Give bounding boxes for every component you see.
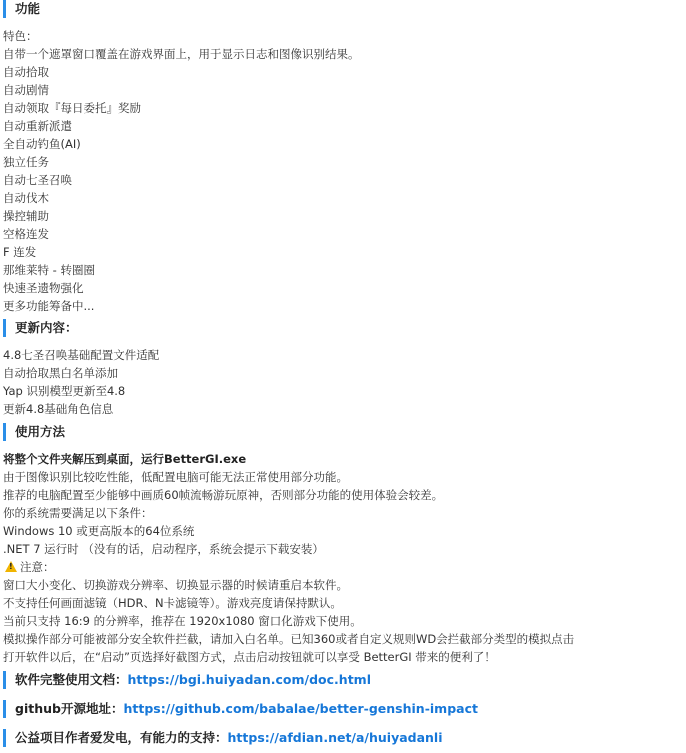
warning-icon (5, 561, 17, 572)
usage-note: 窗口大小变化、切换游戏分辨率、切换显示器的时候请重启本软件。 (3, 578, 348, 592)
feature-line: 操控辅助 (3, 209, 49, 223)
feature-line: 自动伐木 (3, 191, 49, 205)
feature-line: 更多功能筹备中... (3, 299, 95, 313)
feature-line: 空格连发 (3, 227, 49, 241)
afdian-link-label: 公益项目作者爱发电，有能力的支持： (15, 730, 228, 745)
feature-line: 自动领取『每日委托』奖励 (3, 101, 141, 115)
section-heading-features (3, 0, 40, 18)
feature-line: 独立任务 (3, 155, 49, 169)
usage-note: 模拟操作部分可能被部分安全软件拦截，请加入白名单。已知360或者自定义规则WD会拦截部分类型的模拟点击 (3, 632, 575, 646)
afdian-link-row (3, 729, 443, 747)
usage-bold-line: 将整个文件夹解压到桌面，运行BetterGI.exe (3, 452, 247, 466)
update-line: Yap 识别模型更新至4.8 (3, 384, 126, 398)
github-link[interactable]: https://github.com/babalae/better-genshin-impact (123, 701, 478, 716)
update-line: 更新4.8基础角色信息 (3, 402, 114, 416)
usage-line: 由于图像识别比较吃性能，低配置电脑可能无法正常使用部分功能。 (3, 470, 348, 484)
update-line: 自动拾取黑白名单添加 (3, 366, 118, 380)
feature-line: 全自动钓鱼(AI) (3, 137, 81, 151)
feature-line: 自动重新派遣 (3, 119, 72, 133)
usage-note: 当前只支持 16:9 的分辨率，推荐在 1920x1080 窗口化游戏下使用。 (3, 614, 362, 628)
doc-link-label: 软件完整使用文档： (15, 672, 128, 687)
section-heading-usage (3, 423, 65, 441)
feature-line: F 连发 (3, 245, 37, 259)
feature-line: 自动拾取 (3, 65, 49, 79)
update-line: 4.8七圣召唤基础配置文件适配 (3, 348, 160, 362)
doc-link-row (3, 671, 371, 689)
usage-line: 推荐的电脑配置至少能够中画质60帧流畅游玩原神，否则部分功能的使用体验会较差。 (3, 488, 444, 502)
feature-line: 特色： (3, 29, 38, 43)
section-title: 更新内容： (15, 320, 78, 335)
github-link-label: github开源地址： (15, 701, 124, 716)
warning-label: 注意： (20, 560, 55, 574)
section-title: 功能 (15, 1, 41, 16)
feature-line: 自动七圣召唤 (3, 173, 72, 187)
usage-note: 不支持任何画面滤镜（HDR、N卡滤镜等）。游戏亮度请保持默认。 (3, 596, 342, 610)
section-title: 使用方法 (15, 424, 66, 439)
github-link-row (3, 700, 478, 718)
section-heading-update (3, 319, 78, 337)
usage-line: .NET 7 运行时 （没有的话，启动程序，系统会提示下载安装） (3, 542, 324, 556)
feature-line: 自动剧情 (3, 83, 49, 97)
warning-line (3, 558, 55, 576)
doc-link[interactable]: https://bgi.huiyadan.com/doc.html (127, 672, 371, 687)
feature-line: 自带一个遮罩窗口覆盖在游戏界面上，用于显示日志和图像识别结果。 (3, 47, 360, 61)
usage-note: 打开软件以后，在“启动”页选择好截图方式，点击启动按钮就可以享受 BetterGI 带来的便利了！ (3, 650, 496, 664)
usage-line: 你的系统需要满足以下条件： (3, 506, 153, 520)
usage-line: Windows 10 或更高版本的64位系统 (3, 524, 195, 538)
feature-line: 那维莱特 - 转圈圈 (3, 263, 95, 277)
feature-line: 快速圣遗物强化 (3, 281, 84, 295)
afdian-link[interactable]: https://afdian.net/a/huiyadanli (227, 730, 443, 745)
